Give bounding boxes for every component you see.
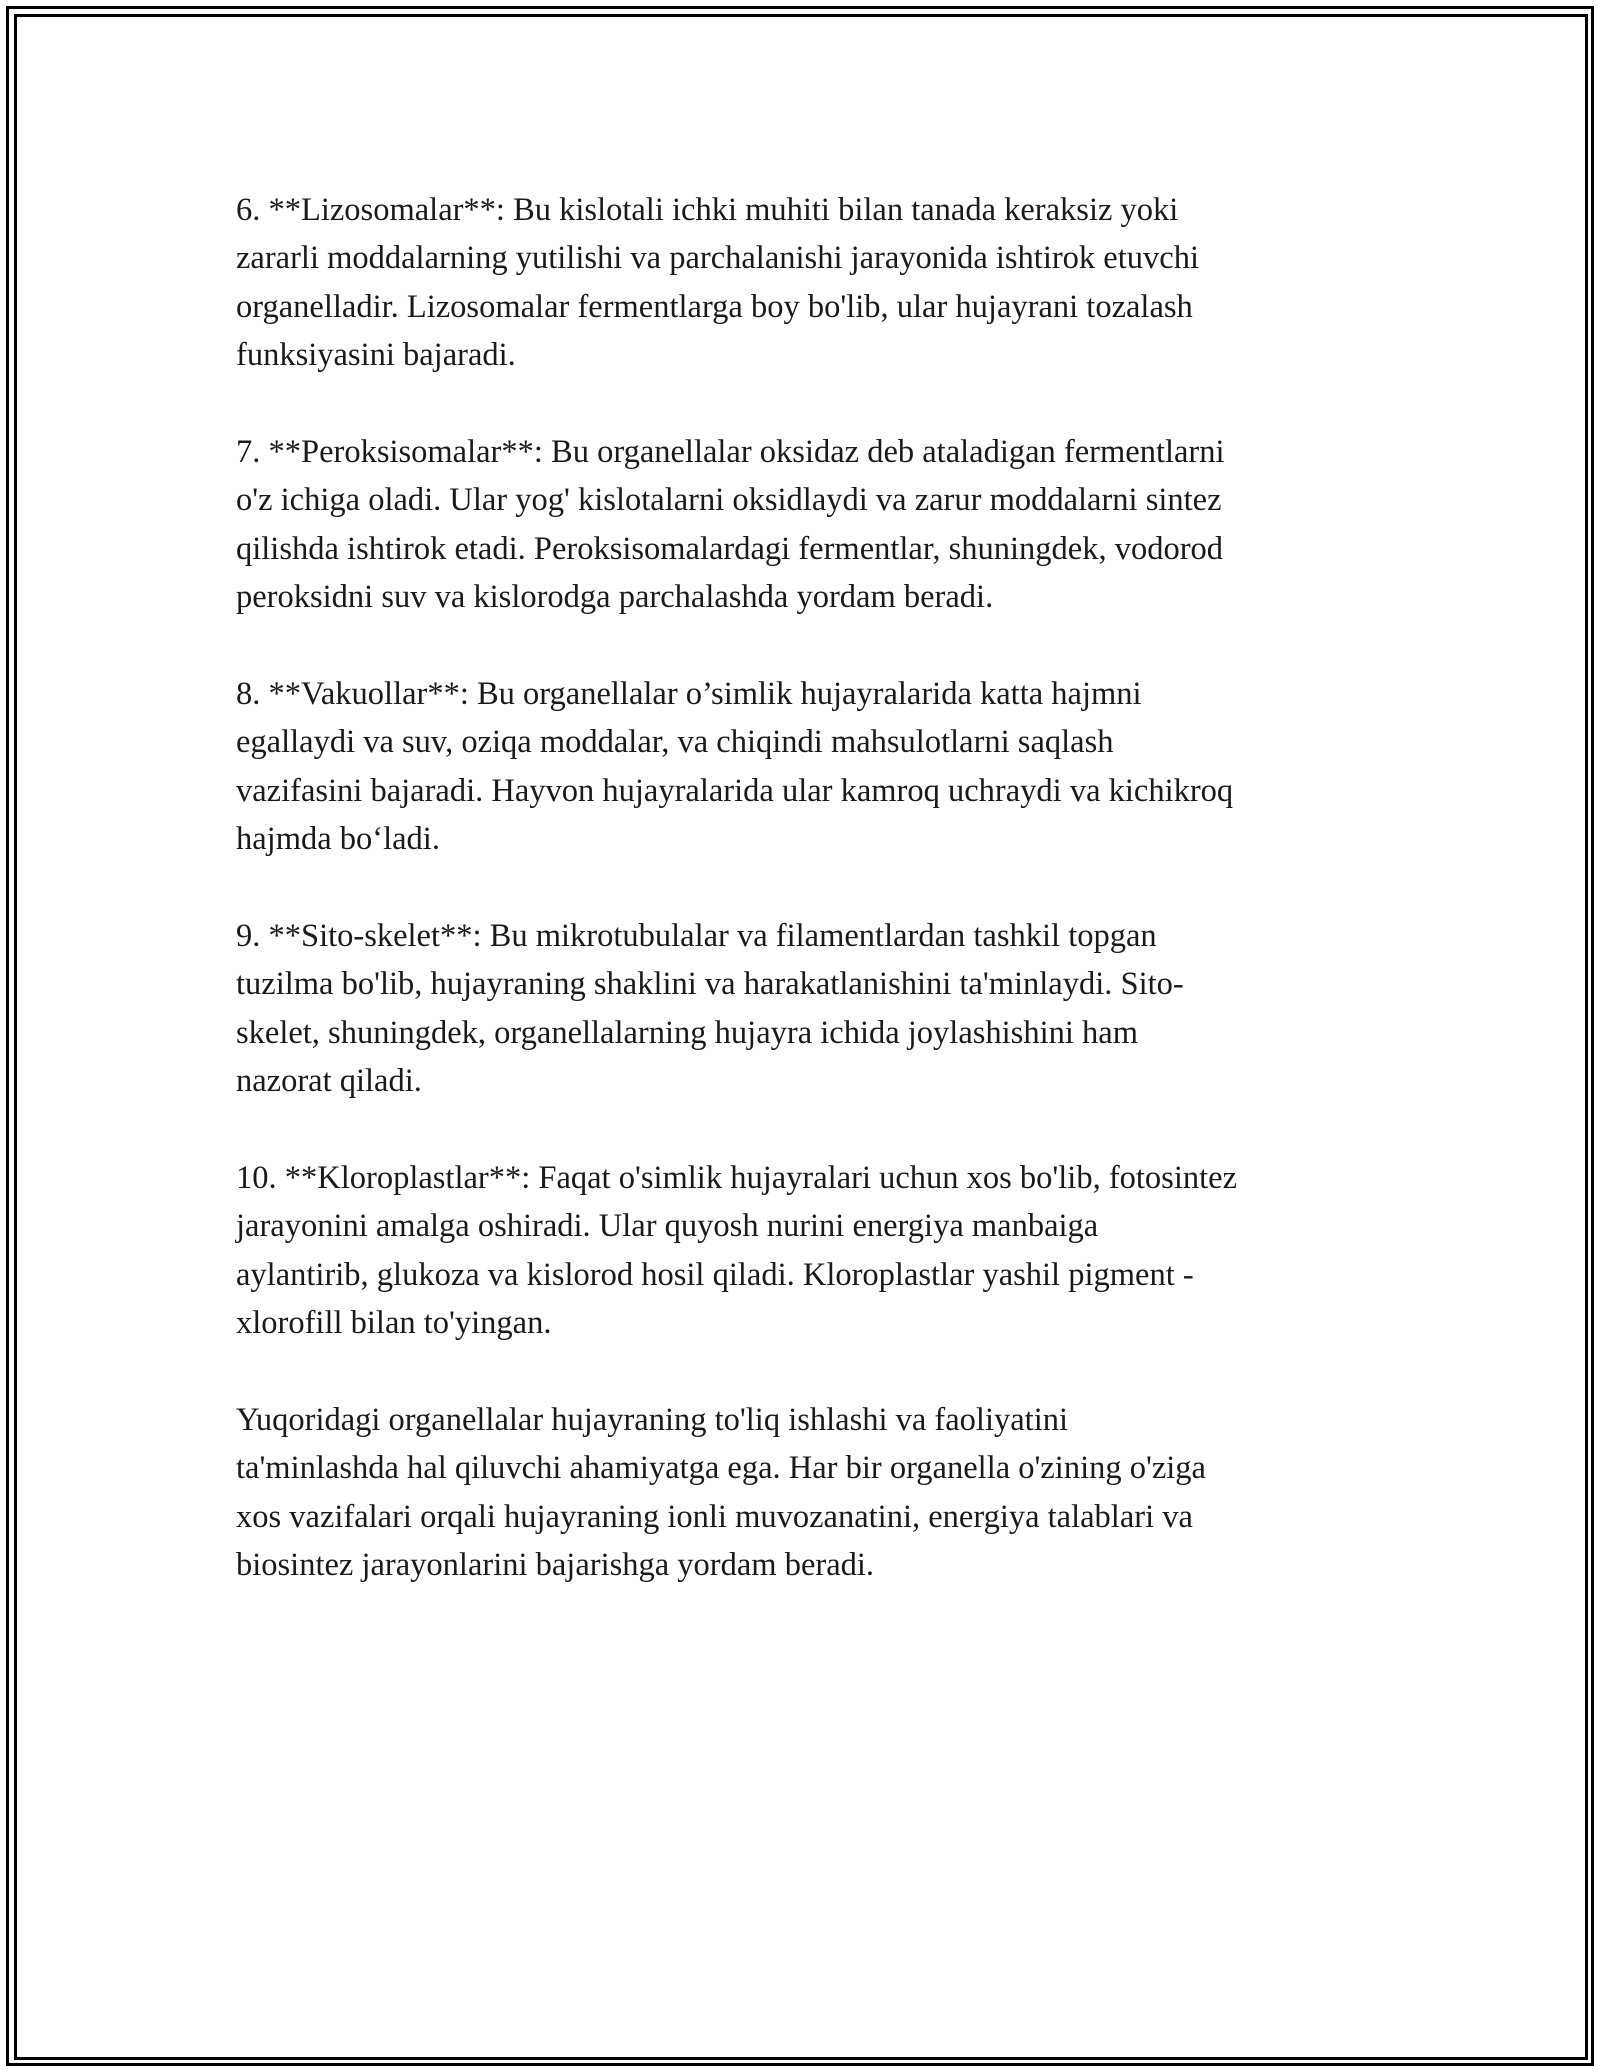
paragraph-peroksisomalar: 7. **Peroksisomalar**: Bu organellalar oksidaz deb ataladigan fermentlarni o'z ichiga oladi. Ular yog' kislotalarni oksidlaydi va zarur moddalarni sintez qilishda ishtirok etadi. Peroksisomalardagi fermentlar, shuningdek, vodorod peroksidni suv va kislorodga parchalashda yordam beradi. <box>236 434 1225 616</box>
paragraph-conclusion: Yuqoridagi organellalar hujayraning to'liq ishlashi va faoliyatini ta'minlashda hal qiluvchi ahamiyatga ega. Har bir organella o'zining o'ziga xos vazifalari orqali hujayraning ionli muvozanatini, energiya talablari va biosintez jarayonlarini bajarishga yordam beradi. <box>236 1402 1206 1584</box>
paragraph-vakuollar: 8. **Vakuollar**: Bu organellalar o’simlik hujayralarida katta hajmni egallaydi va suv, oziqa moddalar, va chiqindi mahsulotlarni saqlash vazifasini bajaradi. Hayvon hujayralarida ular kamroq uchraydi va kichikroq hajmda bo‘ladi. <box>236 676 1234 858</box>
document-body <box>236 186 1376 1638</box>
paragraph-lizosomalar: 6. **Lizosomalar**: Bu kislotali ichki muhiti bilan tanada keraksiz yoki zararli moddalarning yutilishi va parchalanishi jarayonida ishtirok etuvchi organelladir. Lizosomalar fermentlarga boy bo'lib, ular hujayrani tozalash funksiyasini bajaradi. <box>236 192 1199 374</box>
paragraph-sito-skelet: 9. **Sito-skelet**: Bu mikrotubulalar va filamentlardan tashkil topgan tuzilma bo'lib, hujayraning shaklini va harakatlanishini ta'minlaydi. Sito- skelet, shuningdek, organellalarning hujayra ichida joylashishini ham nazorat qiladi. <box>236 918 1184 1100</box>
paragraph-kloroplastlar: 10. **Kloroplastlar**: Faqat o'simlik hujayralari uchun xos bo'lib, fotosintez jarayonini amalga oshiradi. Ular quyosh nurini energiya manbaiga aylantirib, glukoza va kislorod hosil qiladi. Kloroplastlar yashil pigment - xlorofill bilan to'yingan. <box>236 1160 1237 1342</box>
